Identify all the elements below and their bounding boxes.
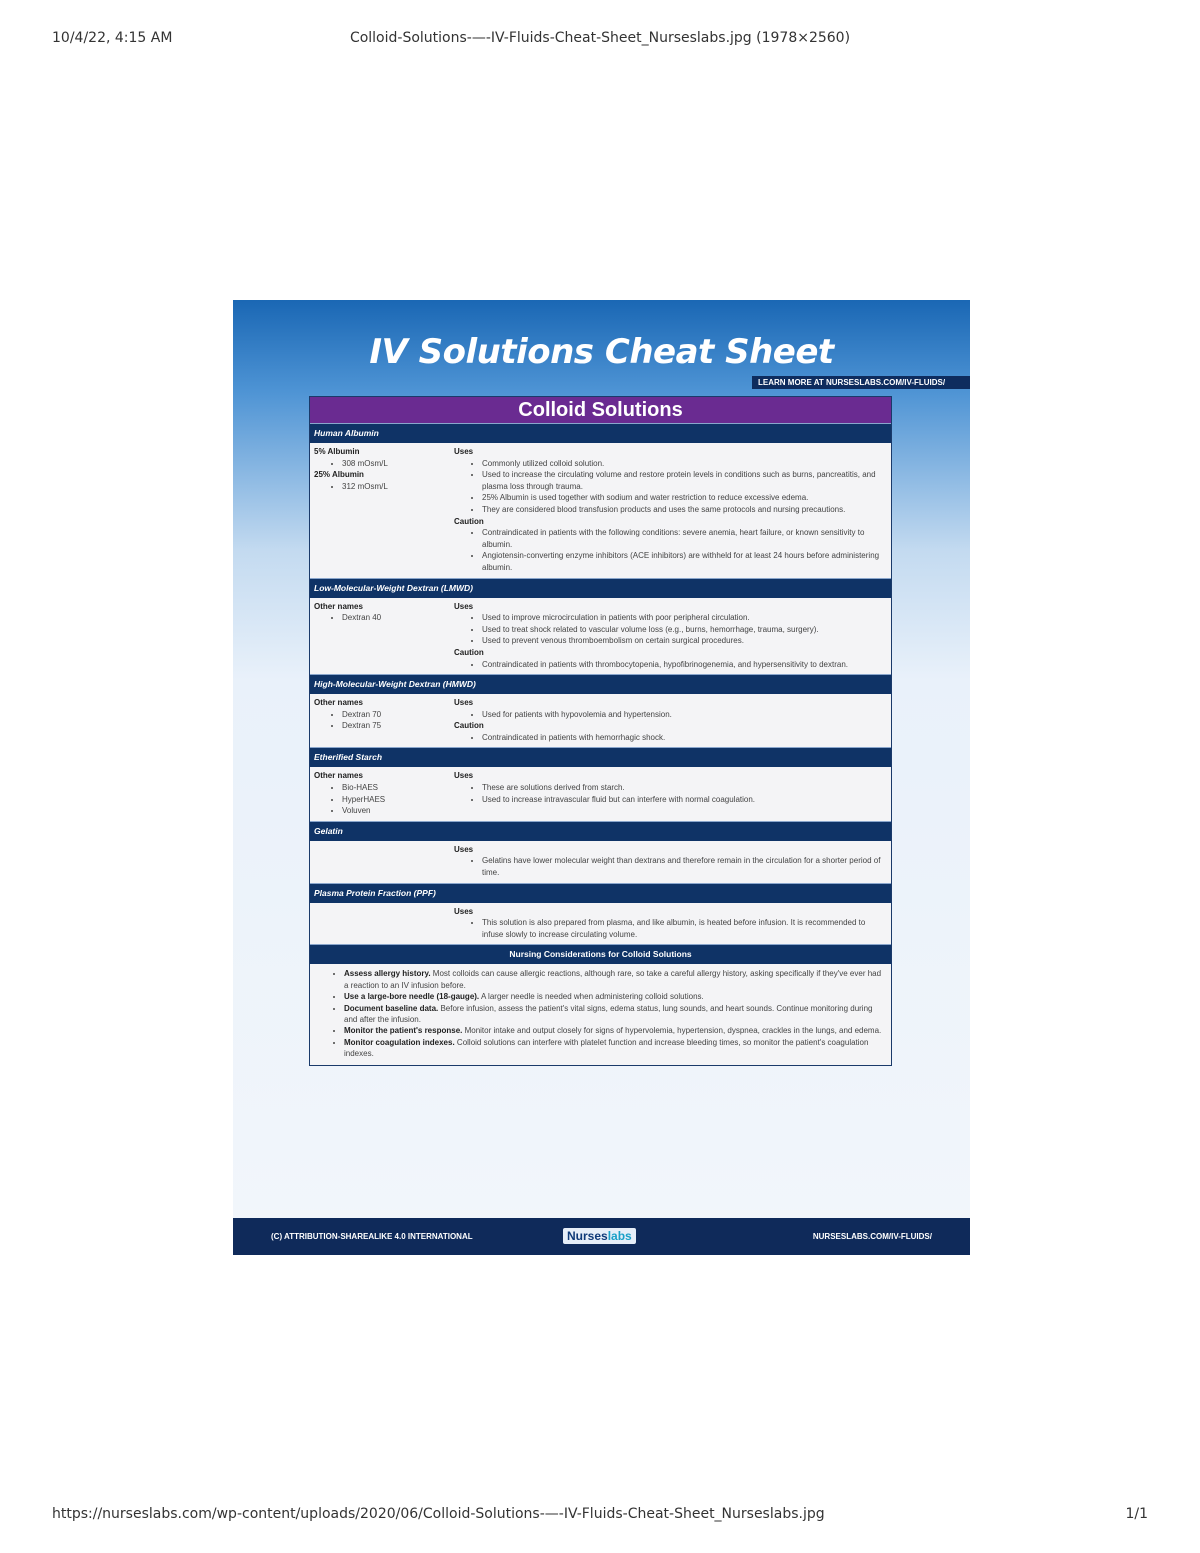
other-names-label: Other names xyxy=(314,601,363,611)
nurseslabs-logo xyxy=(563,1228,636,1244)
consideration-text: A larger needle is needed when administering colloid solutions. xyxy=(479,992,704,1002)
cheat-sheet-image xyxy=(233,300,970,1255)
list-item: • Used to improve microcirculation in patients with poor peripheral circulation. xyxy=(482,612,883,624)
list-item xyxy=(344,1003,885,1026)
sheet-footer xyxy=(233,1218,970,1255)
list-item: • Used for patients with hypovolemia and hypertension. xyxy=(482,709,883,721)
uses-label: Uses xyxy=(454,447,474,456)
albumin-5-label: 5% Albumin xyxy=(314,447,360,456)
section-gelatin xyxy=(310,841,891,883)
consideration-text: Most colloids can cause allergic reactions, although rare, so take a careful allergy history, asking specifically if they've ever had a reaction to an IV infusion before. xyxy=(344,969,882,990)
consideration-text: Colloid solutions can interfere with platelet function and increase bleeding times, so monitor the patient's coagulation indexes. xyxy=(344,1037,869,1059)
list-item: • 25% Albumin is used together with sodium and water restriction to reduce excessive edema. xyxy=(482,492,883,504)
list-item: • Used to treat shock related to vascular volume loss (e.g., burns, hemorrhage, trauma, surgery). xyxy=(482,624,883,636)
albumin-25-osm: • 312 mOsm/L xyxy=(342,481,454,493)
list-item xyxy=(344,1037,885,1060)
consideration-title: Assess allergy history. xyxy=(344,969,431,979)
list-item: • They are considered blood transfusion products and uses the same protocols and nursing precautions. xyxy=(482,504,883,516)
gelatin-details xyxy=(454,844,887,879)
lmwd-other-names xyxy=(314,601,454,671)
consideration-text: Before infusion, assess the patient's vital signs, edema status, lung sounds, and heart sounds. Continue monitoring during and after the infusion. xyxy=(344,1003,873,1025)
list-item: • Contraindicated in patients with thrombocytopenia, hypofibrinogenemia, and hypersensitivity to dextran. xyxy=(482,659,883,671)
card-title: Colloid Solutions xyxy=(310,397,891,423)
section-header-albumin: Human Albumin xyxy=(310,423,891,443)
caution-label: Caution xyxy=(454,721,484,731)
nursing-considerations xyxy=(310,964,891,1064)
albumin-25-label: 25% Albumin xyxy=(314,470,364,480)
list-item: • Used to increase intravascular fluid but can interfere with normal coagulation. xyxy=(482,794,883,806)
print-url: https://nurseslabs.com/wp-content/uploads/2020/06/Colloid-Solutions-—-IV-Fluids-Cheat-Sheet_Nurseslabs.jpg xyxy=(52,1506,825,1522)
consideration-title: Use a large-bore needle (18-gauge). xyxy=(344,992,480,1002)
list-item: • These are solutions derived from starch. xyxy=(482,782,883,794)
starch-other-names xyxy=(314,770,454,816)
list-item: • This solution is also prepared from plasma, and like albumin, is heated before infusion. It is recommended to infuse slowly to increase circulating volume. xyxy=(482,917,883,940)
license-text: (C) ATTRIBUTION-SHAREALIKE 4.0 INTERNATIONAL xyxy=(271,1232,473,1241)
consideration-title: Document baseline data. xyxy=(344,1003,439,1013)
uses-label: Uses xyxy=(454,906,474,916)
print-header xyxy=(52,30,1148,50)
print-date: 10/4/22, 4:15 AM xyxy=(52,30,173,46)
list-item xyxy=(344,991,885,1002)
section-header-ppf: Plasma Protein Fraction (PPF) xyxy=(310,883,891,903)
list-item: • Angiotensin-converting enzyme inhibitors (ACE inhibitors) are withheld for at least 24 hours before administering albumin. xyxy=(482,550,883,573)
learn-more-banner: LEARN MORE AT NURSESLABS.COM/IV-FLUIDS/ xyxy=(752,376,970,389)
hmwd-other-names xyxy=(314,697,454,743)
list-item xyxy=(344,968,885,991)
section-header-lmwd: Low-Molecular-Weight Dextran (LMWD) xyxy=(310,578,891,598)
lmwd-details xyxy=(454,601,887,671)
list-item: • HyperHAES xyxy=(342,794,454,806)
section-header-hmwd: High-Molecular-Weight Dextran (HMWD) xyxy=(310,674,891,694)
nursing-considerations-header: Nursing Considerations for Colloid Solutions xyxy=(310,944,891,964)
list-item: • Used to increase the circulating volume and restore protein levels in conditions such as burns, pancreatitis, and plasma loss through trauma. xyxy=(482,469,883,492)
caution-label: Caution xyxy=(454,516,484,526)
uses-label: Uses xyxy=(454,698,474,708)
albumin-5-osm: • 308 mOsm/L xyxy=(342,458,454,470)
section-ppf xyxy=(310,903,891,945)
list-item: • Voluven xyxy=(342,805,454,817)
section-albumin xyxy=(310,443,891,578)
list-item: • Dextran 40 xyxy=(342,612,454,624)
hmwd-details xyxy=(454,697,887,743)
list-item: • Commonly utilized colloid solution. xyxy=(482,458,883,470)
section-header-starch: Etherified Starch xyxy=(310,747,891,767)
section-starch xyxy=(310,767,891,820)
list-item: • Used to prevent venous thromboembolism on certain surgical procedures. xyxy=(482,635,883,647)
uses-label: Uses xyxy=(454,771,474,781)
albumin-details xyxy=(454,446,887,574)
consideration-title: Monitor the patient's response. xyxy=(344,1026,463,1036)
colloid-card xyxy=(309,396,892,1066)
page-count: 1/1 xyxy=(1125,1506,1148,1522)
ppf-details xyxy=(454,906,887,941)
list-item: • Dextran 70 xyxy=(342,709,454,721)
print-title: Colloid-Solutions-—-IV-Fluids-Cheat-Sheet_Nurseslabs.jpg (1978×2560) xyxy=(349,30,851,46)
uses-label: Uses xyxy=(454,844,474,854)
print-footer xyxy=(52,1506,1148,1526)
section-hmwd xyxy=(310,694,891,747)
list-item: • Contraindicated in patients with hemorrhagic shock. xyxy=(482,732,883,744)
section-lmwd xyxy=(310,598,891,675)
logo-text-b: labs xyxy=(607,1229,632,1243)
list-item: • Contraindicated in patients with the following conditions: severe anemia, heart failure, or known sensitivity to albumin. xyxy=(482,527,883,550)
site-url: NURSESLABS.COM/IV-FLUIDS/ xyxy=(812,1232,932,1241)
gelatin-left-empty xyxy=(314,844,454,879)
albumin-types xyxy=(314,446,454,574)
list-item: • Dextran 75 xyxy=(342,720,454,732)
sheet-title: IV Solutions Cheat Sheet xyxy=(369,332,834,372)
list-item: • Bio-HAES xyxy=(342,782,454,794)
list-item xyxy=(344,1025,885,1036)
uses-label: Uses xyxy=(454,601,474,611)
section-header-gelatin: Gelatin xyxy=(310,821,891,841)
other-names-label: Other names xyxy=(314,698,363,708)
ppf-left-empty xyxy=(314,906,454,941)
other-names-label: Other names xyxy=(314,771,363,781)
list-item: • Gelatins have lower molecular weight than dextrans and therefore remain in the circulation for a shorter period of time. xyxy=(482,855,883,878)
starch-details xyxy=(454,770,887,816)
caution-label: Caution xyxy=(454,647,484,657)
logo-text-a: Nurses xyxy=(567,1229,608,1243)
consideration-title: Monitor coagulation indexes. xyxy=(344,1037,455,1047)
consideration-text: Monitor intake and output closely for signs of hypervolemia, hypertension, dyspnea, crackles in the lungs, and edema. xyxy=(462,1026,882,1036)
